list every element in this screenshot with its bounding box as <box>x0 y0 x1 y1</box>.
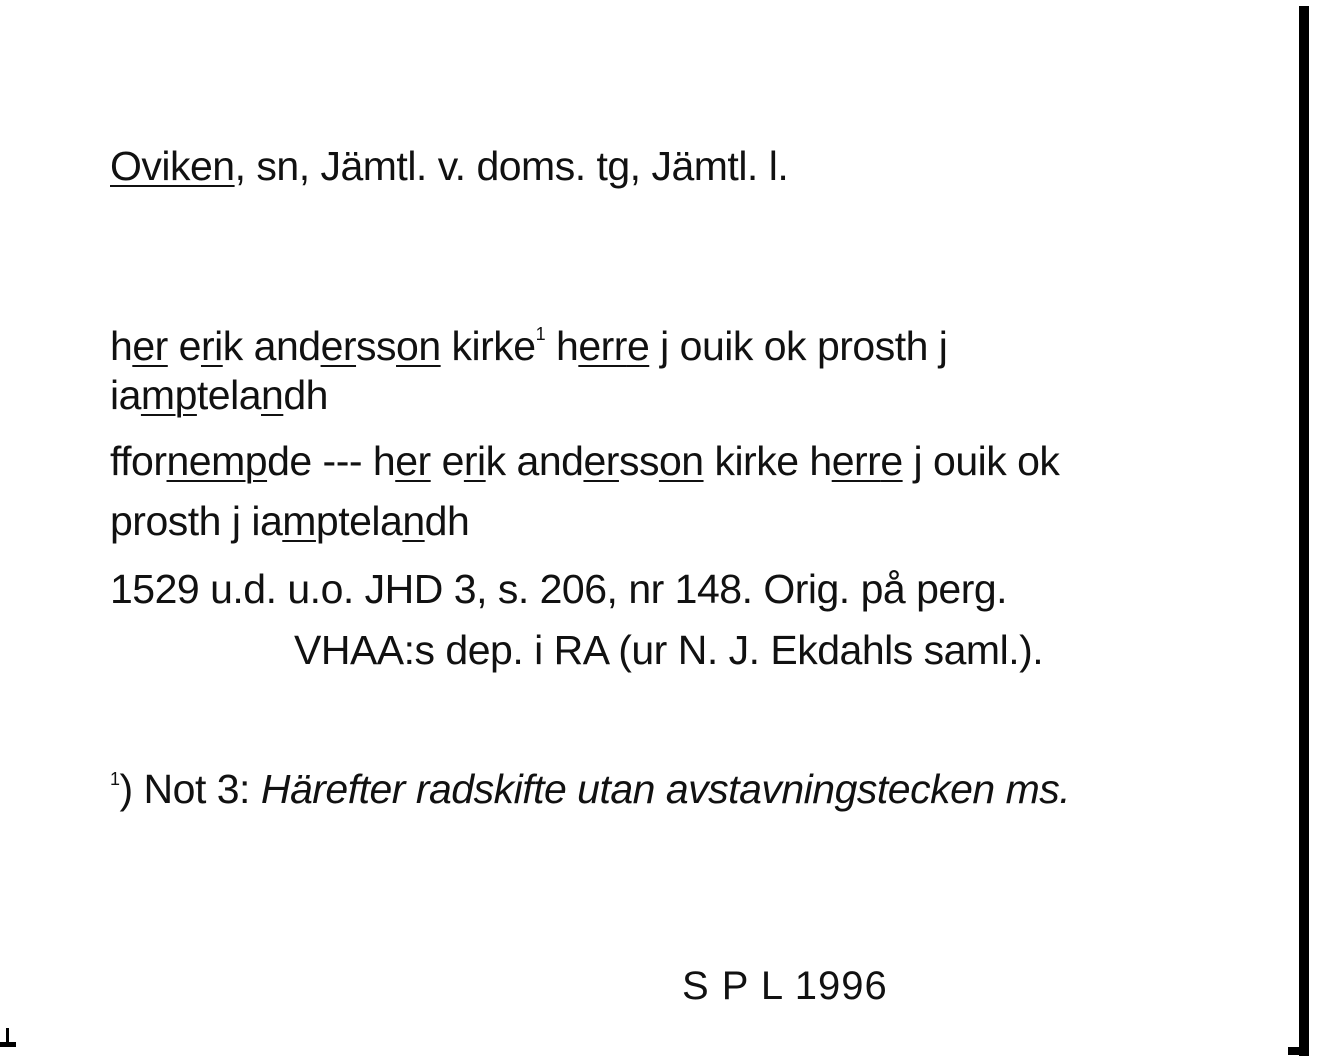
source-reference-line-1: 1529 u.d. u.o. JHD 3, s. 206, nr 148. Orig. på perg. <box>110 566 1008 612</box>
text-segment: ia <box>110 372 141 418</box>
text-segment: kirke h <box>703 438 832 484</box>
footnote <box>110 755 1070 813</box>
expanded-abbreviation: er <box>583 438 619 484</box>
expanded-abbreviation: er <box>320 323 357 369</box>
text-segment: ptela <box>315 498 403 544</box>
transcription-line-3 <box>110 437 1059 485</box>
expanded-abbreviation: e <box>880 438 903 484</box>
text-segment: de --- h <box>267 438 396 484</box>
expanded-abbreviation: e <box>626 323 650 369</box>
footnote-prefix: ) Not 3: <box>119 766 261 812</box>
expanded-abbreviation: mp <box>140 372 197 418</box>
transcription-line-1 <box>110 310 947 370</box>
expanded-abbreviation: ri <box>463 438 486 484</box>
card-border-tick <box>1288 1047 1302 1055</box>
text-segment: tela <box>196 372 261 418</box>
expanded-abbreviation: err <box>831 438 881 484</box>
card-right-border <box>1299 6 1309 1056</box>
entry-heading <box>110 142 788 190</box>
expanded-abbreviation: er <box>395 438 431 484</box>
expanded-abbreviation: m <box>282 498 316 544</box>
expanded-abbreviation: nemp <box>166 438 268 484</box>
text-segment: k and <box>222 323 321 369</box>
text-segment: e <box>430 438 464 484</box>
expanded-abbreviation: on <box>396 323 441 369</box>
text-segment: h <box>545 323 579 369</box>
expanded-abbreviation: er <box>132 323 168 369</box>
expanded-abbreviation: on <box>658 438 704 484</box>
footnote-marker: 1 <box>110 769 120 789</box>
text-segment: ss <box>356 323 397 369</box>
footnote-reference: 1 <box>535 324 546 344</box>
expanded-abbreviation: n <box>402 498 425 544</box>
expanded-abbreviation: ri <box>200 323 223 369</box>
place-name: Oviken <box>110 143 235 189</box>
text-segment: e <box>167 323 201 369</box>
place-description: , sn, Jämtl. v. doms. tg, Jämtl. l. <box>234 143 789 189</box>
expanded-abbreviation: n <box>261 372 284 418</box>
source-reference-line-2: VHAA:s dep. i RA (ur N. J. Ekdahls saml.). <box>294 627 1044 673</box>
text-segment: kirke <box>440 323 536 369</box>
text-segment: j ouik ok prosth j <box>649 323 948 369</box>
transcription-line-4 <box>110 497 469 545</box>
text-segment: k and <box>485 438 584 484</box>
expanded-abbreviation: err <box>578 323 627 369</box>
footnote-text: Härefter radskifte utan avstavningstecken ms. <box>260 766 1071 812</box>
text-segment: ss <box>618 438 659 484</box>
text-segment: ffor <box>110 438 167 484</box>
text-segment: dh <box>283 372 328 418</box>
text-segment: dh <box>424 498 470 544</box>
transcription-line-2 <box>110 371 328 419</box>
text-segment: j ouik ok <box>902 438 1060 484</box>
signature: S P L 1996 <box>682 964 888 1008</box>
corner-crop-mark <box>0 1028 16 1050</box>
text-segment: prosth j ia <box>110 498 283 544</box>
text-segment: h <box>110 323 133 369</box>
